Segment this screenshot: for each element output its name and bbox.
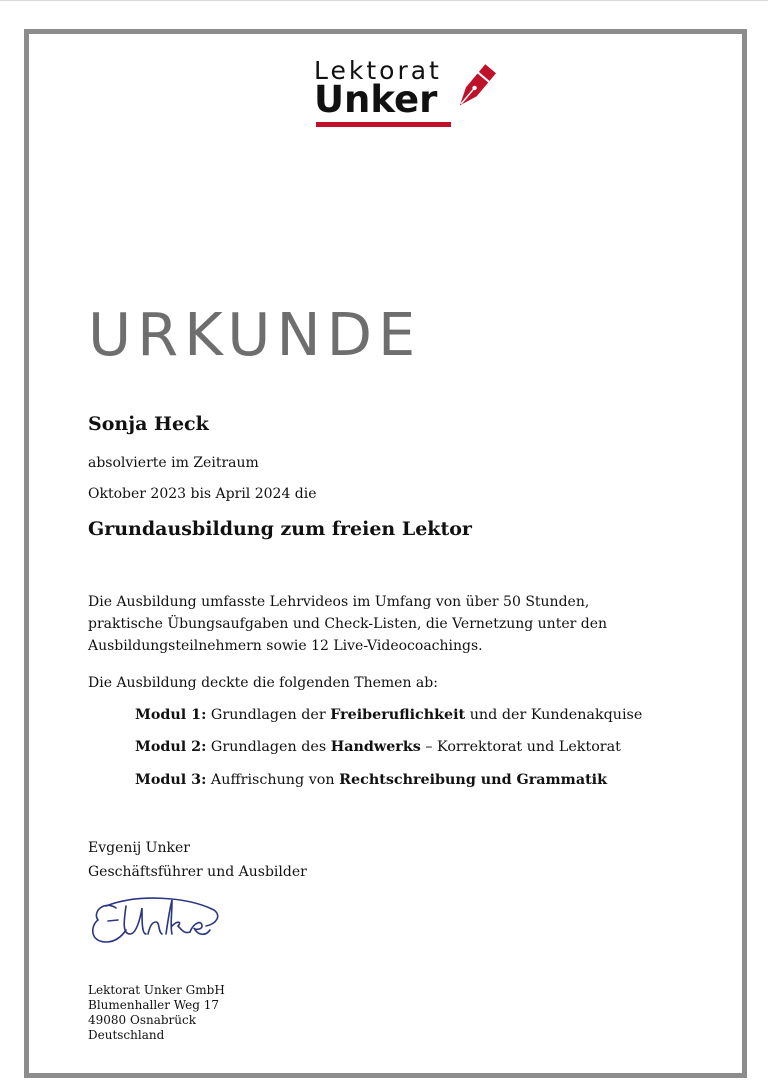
module-label: Modul 3: [135, 772, 207, 788]
address-line: Lektorat Unker GmbH [88, 983, 225, 997]
topics-intro: Die Ausbildung deckte die folgenden Themen ab: [88, 675, 438, 691]
course-title: Grundausbildung zum freien Lektor [88, 518, 472, 540]
module-topic: Handwerks [330, 739, 421, 755]
module-text: Grundlagen der [206, 707, 331, 723]
module-item [135, 739, 621, 755]
completed-text: absolvierte im Zeitraum [88, 455, 259, 471]
logo-text-line1: Lektorat [314, 56, 442, 85]
module-text: – Korrektorat und Lektorat [420, 739, 621, 755]
company-logo [314, 56, 504, 136]
certificate-title: URKUNDE [88, 300, 422, 369]
period-text: Oktober 2023 bis April 2024 die [88, 486, 317, 502]
module-topic: Freiberuflichkeit [330, 707, 466, 723]
top-divider [0, 0, 768, 1]
recipient-name: Sonja Heck [88, 413, 209, 435]
logo-text-line2: Unker [314, 78, 438, 121]
fountain-pen-icon [446, 58, 498, 124]
module-label: Modul 2: [135, 739, 207, 755]
module-text: Auffrischung von [206, 772, 340, 788]
address-line: 49080 Osnabrück [88, 1013, 197, 1027]
signature [86, 890, 226, 952]
module-item [135, 772, 607, 788]
address-line: Deutschland [88, 1028, 165, 1042]
module-item [135, 707, 642, 723]
module-text: und der Kundenakquise [465, 707, 643, 723]
company-address [88, 983, 225, 1043]
signer-name: Evgenij Unker [88, 840, 190, 856]
address-line: Blumenhaller Weg 17 [88, 998, 220, 1012]
logo-underline [316, 122, 451, 127]
module-text: Grundlagen des [206, 739, 331, 755]
module-label: Modul 1: [135, 707, 207, 723]
signer-role: Geschäftsführer und Ausbilder [88, 864, 307, 880]
module-topic: Rechtschreibung und Grammatik [339, 772, 608, 788]
course-description: Die Ausbildung umfasste Lehrvideos im Umfang von über 50 Stunden, praktische Übungsaufgaben und Check-Listen, die Vernetzung unter den Ausbildungsteilnehmern sowie 12 Live-Videocoachings. [88, 594, 608, 654]
